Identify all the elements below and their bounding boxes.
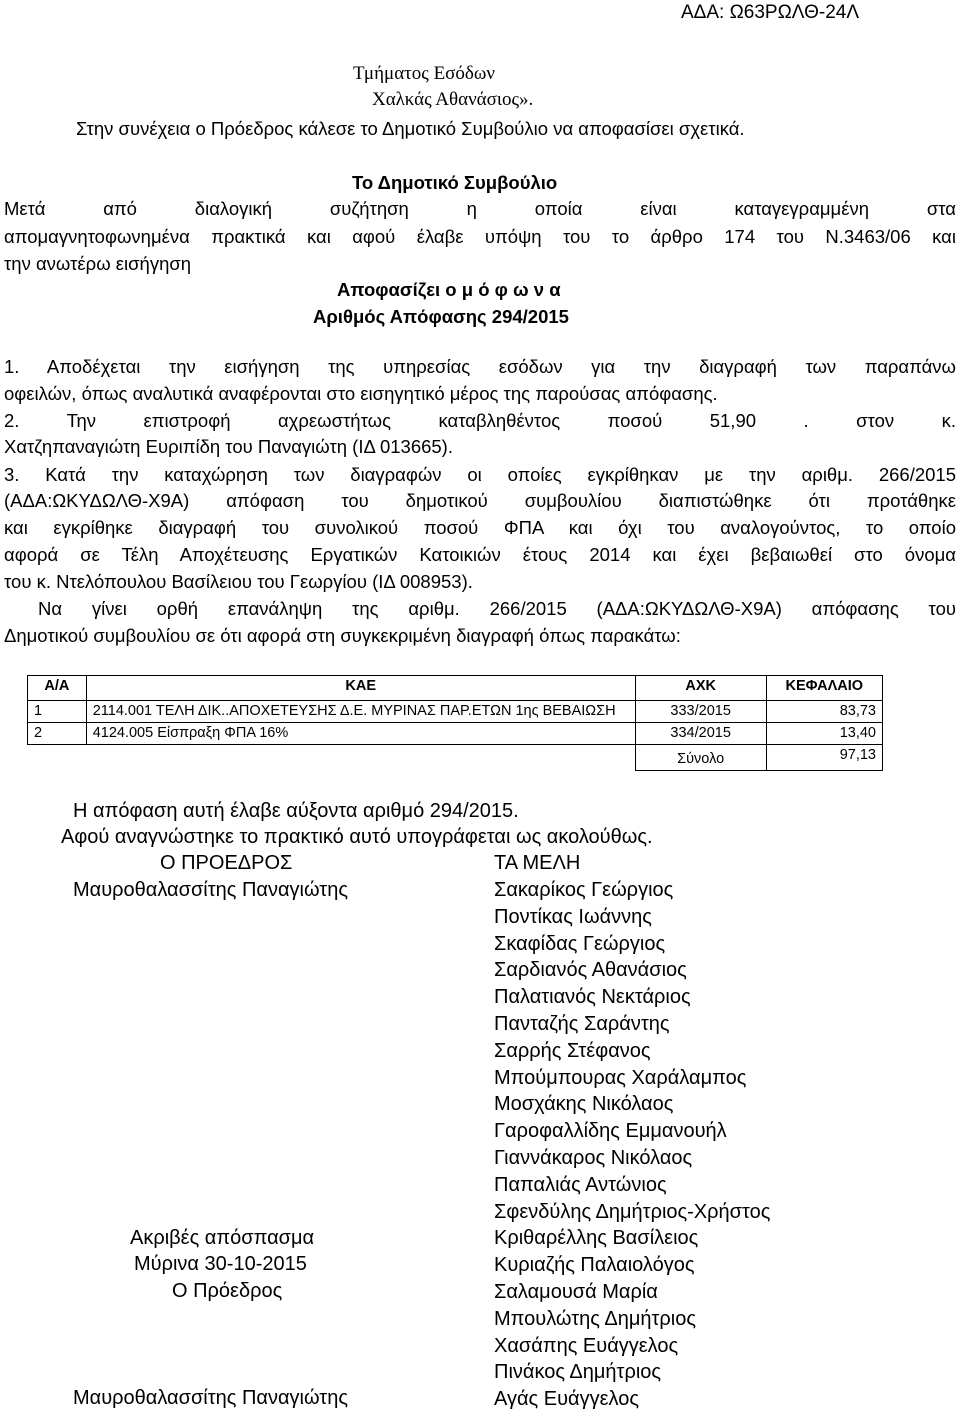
total-label: Σύνολο [635,745,766,771]
point-3-line-4: αφορά σε Τέλη Αποχέτευσης Εργατικών Κατοικιών έτους 2014 και έχει βεβαιωθεί στο όνομα [4,544,956,565]
point-1-line-2: οφειλών, όπως αναλυτικά αναφέρονται στο εισηγητικό μέρος της παρούσας απόφασης. [4,383,718,404]
place-date: Μύρινα 30-10-2015 [134,1253,307,1275]
member-name: Σαλαμουσά Μαρία [494,1281,658,1303]
member-name: Κριθαρέλλης Βασίλειος [494,1227,699,1250]
member-name: Ποντίκας Ιωάννης [494,905,652,928]
council-line-1: Μετά από διαλογική συζήτηση η οποία είναι καταγεγραμμένη στα [4,198,956,219]
copy-label: Ακριβές απόσπασμα [130,1227,315,1249]
council-line-3: την ανωτέρω εισήγηση [4,253,192,274]
total-value: 97,13 [766,745,882,771]
chair-name: Μαυροθαλασσίτης Παναγιώτης [73,1387,348,1409]
col-header-kae: ΚΑΕ [86,676,635,701]
members-title: ΤΑ ΜΕΛΗ [494,852,581,874]
cell-axk: 334/2015 [635,723,766,745]
cell-amount: 13,40 [766,723,882,745]
table-header-row [28,676,883,701]
closing-line-2: Αφού αναγνώστηκε το πρακτικό αυτό υπογράφεται ως ακολούθως. [61,826,653,848]
member-name: Σαρδιανός Αθανάσιος [494,959,687,982]
col-header-axk: ΑΧΚ [635,676,766,701]
cell-amount: 83,73 [766,701,882,723]
member-name: Γαροφαλλίδης Εμμανουήλ [494,1120,727,1143]
intro-line-3: Στην συνέχεια ο Πρόεδρος κάλεσε το Δημοτικό Συμβούλιο να αποφασίσει σχετικά. [76,118,745,139]
member-name: Γιαννάκαρος Νικόλαος [494,1147,693,1169]
point-3-line-2: (ΑΔΑ:ΩΚΥΔΩΛΘ-Χ9Α) απόφαση του δημοτικού συμβουλίου διαπιστώθηκε ότι προτάθηκε [4,490,956,511]
member-name: Αγάς Ευάγγελος [494,1388,639,1411]
point-3-line-5: του κ. Ντελόπουλου Βασίλειου του Γεωργίου (ΙΔ 008953). [4,571,473,592]
point-1-line-1: 1. Αποδέχεται την εισήγηση της υπηρεσίας εσόδων για την διαγραφή των παραπάνω [4,356,956,377]
col-header-aa: Α/Α [28,676,87,701]
table-total-row [28,745,883,771]
council-title: Το Δημοτικό Συμβούλιο [352,172,558,193]
member-name: Σακαρίκος Γεώργιος [494,879,674,901]
member-name: Σφενδύλης Δημήτριος-Χρήστος [494,1200,771,1223]
col-header-amount: ΚΕΦΑΛΑΙΟ [766,676,882,701]
table-row [28,723,883,745]
member-name: Χασάπης Ευάγγελος [494,1334,679,1357]
council-line-2: απομαγνητοφωνημένα πρακτικά και αφού έλαβε υπόψη του το άρθρο 174 του Ν.3463/06 και [4,226,956,247]
deletion-table [27,675,883,771]
member-name: Πινάκος Δημήτριος [494,1361,662,1384]
table-row [28,701,883,723]
repeat-line-2: Δημοτικού συμβουλίου σε ότι αφορά στη συγκεκριμένη διαγραφή όπως παρακάτω: [4,625,681,646]
member-name: Σαρρής Στέφανος [494,1039,651,1062]
member-name: Πανταζής Σαράντης [494,1013,670,1035]
president-title: Ο ΠΡΟΕΔΡΟΣ [160,852,293,874]
member-name: Μπουλώτης Δημήτριος [494,1307,696,1330]
cell-axk: 333/2015 [635,701,766,723]
chair-title: Ο Πρόεδρος [172,1280,283,1302]
decision-number: Αριθμός Απόφασης 294/2015 [313,306,569,327]
member-name: Μοσχάκης Νικόλαος [494,1093,674,1116]
point-3-line-3: και εγκρίθηκε διαγραφή του συνολικού ποσού ΦΠΑ και όχι του αναλογούντος, το οποίο [4,517,956,538]
point-2-line-2: Χατζηπαναγιώτη Ευριπίδη του Παναγιώτη (ΙΔ 013665). [4,436,453,457]
point-3-line-1: 3. Κατά την καταχώρηση των διαγραφών οι οποίες εγκρίθηκαν με την αριθμ. 266/2015 [4,464,956,485]
member-name: Μπούμπουρας Χαράλαμπος [494,1066,747,1089]
cell-aa: 1 [28,701,87,723]
ada-code: ΑΔΑ: Ω63ΡΩΛΘ-24Λ [681,2,860,23]
member-name: Παλατιανός Νεκτάριος [494,986,691,1009]
closing-line-1: Η απόφαση αυτή έλαβε αύξοντα αριθμό 294/2015. [73,800,519,822]
cell-aa: 2 [28,723,87,745]
cell-kae: 4124.005 Είσπραξη ΦΠΑ 16% [86,723,635,745]
repeat-line-1: Να γίνει ορθή επανάληψη της αριθμ. 266/2015 (ΑΔΑ:ΩΚΥΔΩΛΘ-Χ9Α) απόφασης του [38,598,956,619]
intro-line-1: Τμήματος Εσόδων [353,63,495,84]
cell-kae: 2114.001 ΤΕΛΗ ΔΙΚ..ΑΠΟΧΕΤΕΥΣΗΣ Δ.Ε. ΜΥΡΙΝΑΣ ΠΑΡ.ΕΤΩΝ 1ης ΒΕΒΑΙΩΣΗ [86,701,635,723]
president-name: Μαυροθαλασσίτης Παναγιώτης [73,879,348,901]
decision-heading: Αποφασίζει ο μ ό φ ω ν α [337,279,561,300]
member-name: Κυριαζής Παλαιολόγος [494,1254,695,1277]
point-2-line-1: 2. Την επιστροφή αχρεωστήτως καταβληθέντος ποσού 51,90 . στον κ. [4,410,956,431]
member-name: Παπαλιάς Αντώνιος [494,1173,667,1196]
intro-line-2: Χαλκάς Αθανάσιος». [372,89,534,110]
member-name: Σκαφίδας Γεώργιος [494,932,666,955]
